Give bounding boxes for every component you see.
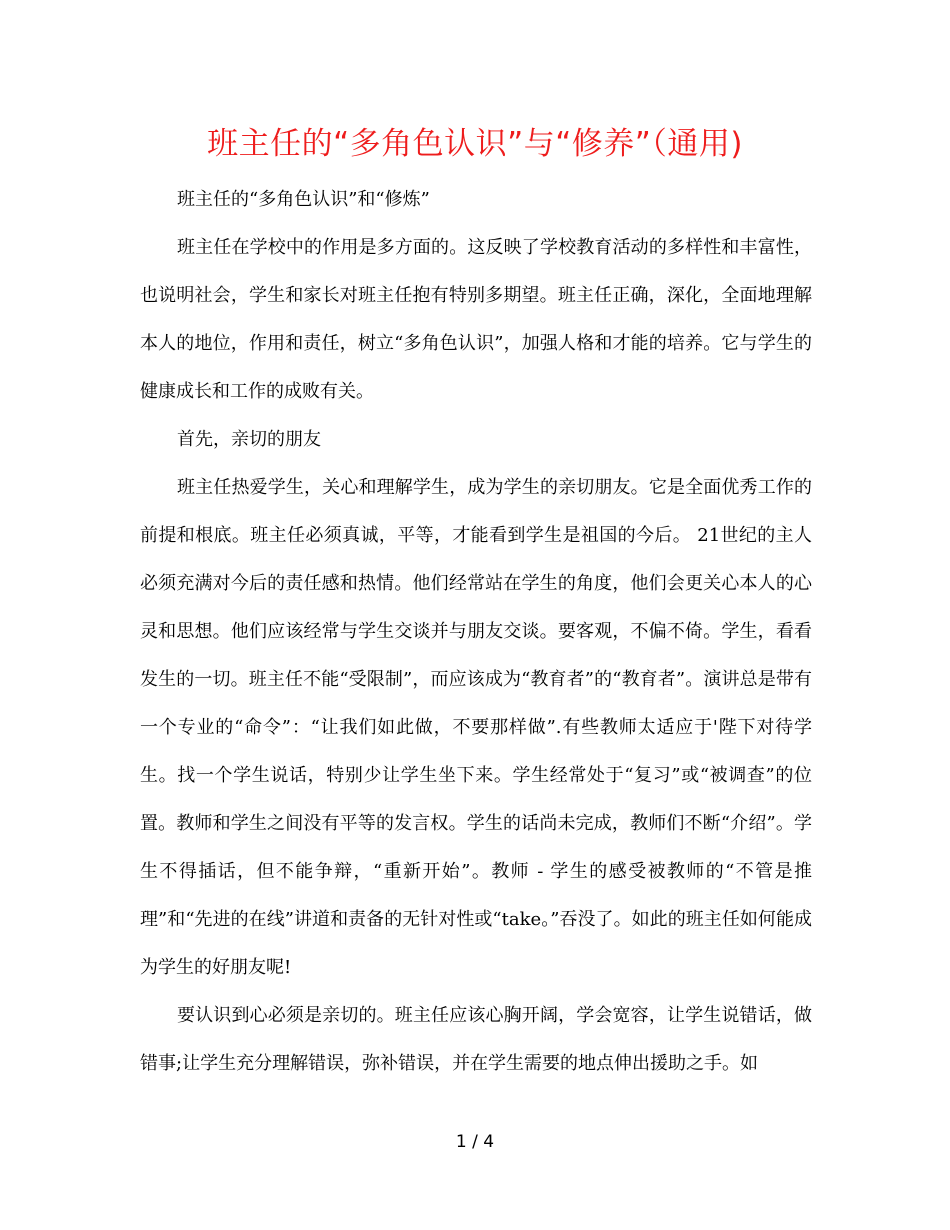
page-number: 1 / 4 <box>455 1132 495 1152</box>
section-heading-friend: 首先，亲切的朋友 <box>177 429 321 450</box>
document-subtitle: 班主任的“多角色认识”和“修炼” <box>177 189 430 210</box>
paragraph-intro: 班主任在学校中的作用是多方面的。这反映了学校教育活动的多样性和丰富性，也说明社会，学生和家长对班主任抱有特别多期望。班主任正确，深化，全面地理解本人的地位，作用和责任，树立“多角色认识”，加强人格和才能的培养。它与学生的健康成长和工作的成败有关。 <box>140 237 812 402</box>
paragraph-tolerance: 要认识到心必须是亲切的。班主任应该心胸开阔，学会宽容，让学生说错话，做错事;让学生充分理解错误，弥补错误，并在学生需要的地点伸出援助之手。如 <box>140 1005 812 1074</box>
document-body <box>140 176 812 1088</box>
document-title: 班主任的“多角色认识”与“修养”（通用) <box>207 126 743 162</box>
paragraph-friend: 班主任热爱学生，关心和理解学生，成为学生的亲切朋友。它是全面优秀工作的前提和根底。班主任必须真诚，平等，才能看到学生是祖国的今后。 21世纪的主人必须充满对今后的责任感和热情。他们经常站在学生的角度，他们会更关心本人的心灵和思想。他们应该经常与学生交谈并与朋友交谈。要客观，不偏不倚。学生，看看发生的一切。班主任不能“受限制”，而应该成为“教育者”的“教育者”。演讲总是带有一个专业的“命令”：“让我们如此做，不要那样做”.有些教师太适应于'陛下对待学生。找一个学生说话，特别少让学生坐下来。学生经常处于“复习”或“被调查”的位置。教师和学生之间没有平等的发言权。学生的话尚未完成，教师们不断“介绍”。学生不得插话，但不能争辩，“重新开始”。教师 - 学生的感受被教师的“不管是推理”和“先进的在线”讲道和责备的无针对性或“take。”吞没了。如此的班主任如何能成为学生的好朋友呢! <box>140 477 812 978</box>
